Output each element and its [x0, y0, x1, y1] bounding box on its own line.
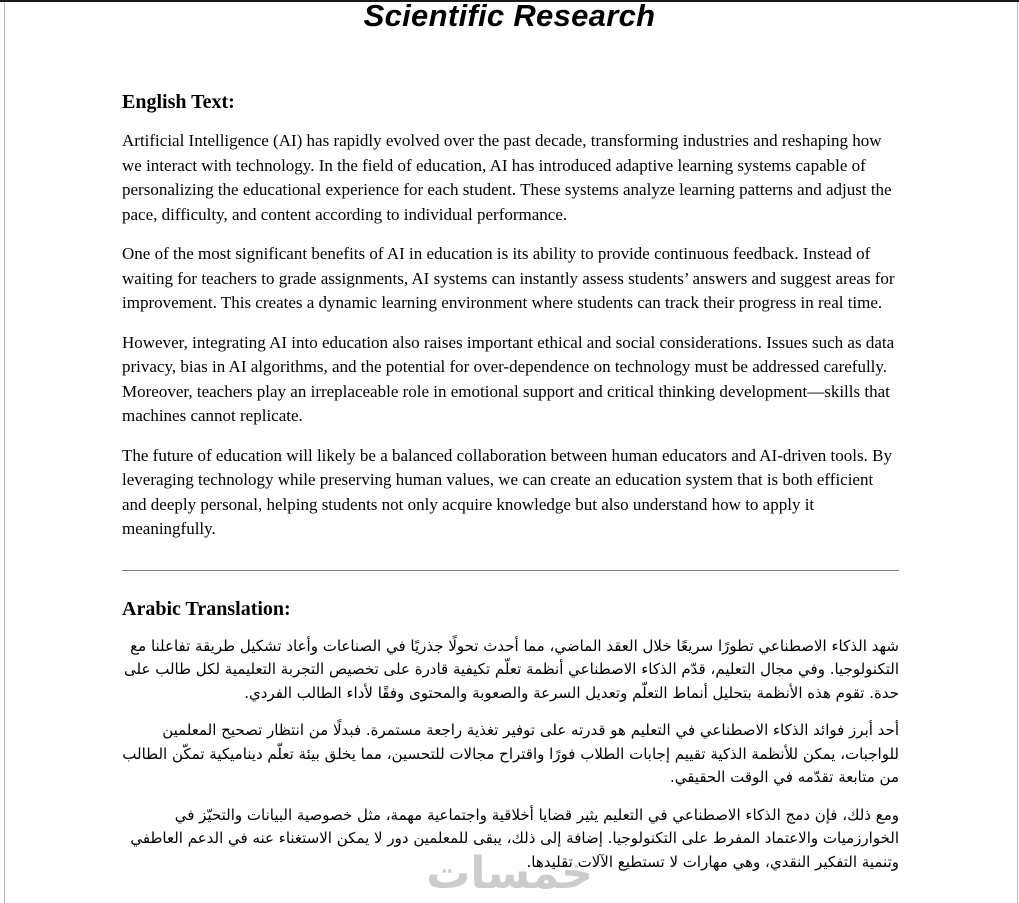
arabic-section-heading: Arabic Translation:: [122, 597, 291, 620]
watermark: خمسات: [426, 848, 593, 899]
english-paragraph-4: The future of education will likely be a balanced collaboration between human educators and AI-driven tools. By leveraging technology while preserving human values, we can create an education system that is both efficient and deeply personal, helping students not only acquire knowledge but also understand how to apply it meaningfully.: [122, 445, 892, 538]
section-divider: [122, 570, 899, 571]
english-paragraph-1: Artificial Intelligence (AI) has rapidly evolved over the past decade, transforming industries and reshaping how we interact with technology. In the field of education, AI has introduced adaptive learning systems capable of personalizing the educational experience for each student. These systems analyze learning patterns and adjust the pace, difficulty, and content according to individual performance.: [122, 131, 892, 224]
english-paragraph-2: One of the most significant benefits of AI in education is its ability to provide continuous feedback. Instead of waiting for teachers to grade assignments, AI systems can instantly assess students’ answers and suggest areas for improvement. This creates a dynamic learning environment where students can track their progress in real time.: [122, 244, 895, 312]
document-body: [0, 91, 1019, 874]
english-paragraph-3: However, integrating AI into education also raises important ethical and social considerations. Issues such as data privacy, bias in AI algorithms, and the potential for over-dependence on technology must be addressed carefully. Moreover, teachers play an irreplaceable role in emotional support and critical thinking development—skills that machines cannot replicate.: [122, 332, 895, 425]
arabic-paragraph-2: أحد أبرز فوائد الذكاء الاصطناعي في التعليم هو قدرته على توفير تغذية راجعة مستمرة. فبدلًا من انتظار تصحيح المعلمين للواجبات، يمكن للأنظمة الذكية تقييم إجابات الطلاب فورًا واقتراح مجالات للتحسين، مما يخلق بيئة تعلّم ديناميكية تمكّن الطالب من متابعة تقدّمه في الوقت الحقيقي.: [122, 721, 899, 786]
arabic-paragraph-3: ومع ذلك، فإن دمج الذكاء الاصطناعي في التعليم يثير قضايا أخلاقية واجتماعية مهمة، مثل خصوصية البيانات والتحيّز في الخوارزميات والاعتماد المفرط على التكنولوجيا. إضافة إلى ذلك، يبقى للمعلمين دور لا يمكن الاستغناء عنه في الدعم العاطفي وتنمية التفكير النقدي، وهي مهارات لا تستطيع الآلات تقليدها.: [130, 805, 899, 871]
page-title: Scientific Research: [363, 0, 656, 33]
arabic-paragraph-1: شهد الذكاء الاصطناعي تطورًا سريعًا خلال العقد الماضي، مما أحدث تحولًا جذريًا في الصناعات وأعاد تشكيل طريقة تفاعلنا مع التكنولوجيا. وفي مجال التعليم، قدّم الذكاء الاصطناعي أنظمة تعلّم تكيفية قادرة على تخصيص التجربة التعليمية لكل طالب على حدة. تقوم هذه الأنظمة بتحليل أنماط التعلّم وتعديل السرعة والصعوبة والمحتوى وفقًا لأداء الطالب الفردي.: [124, 636, 899, 702]
english-section-heading: English Text:: [122, 91, 235, 113]
